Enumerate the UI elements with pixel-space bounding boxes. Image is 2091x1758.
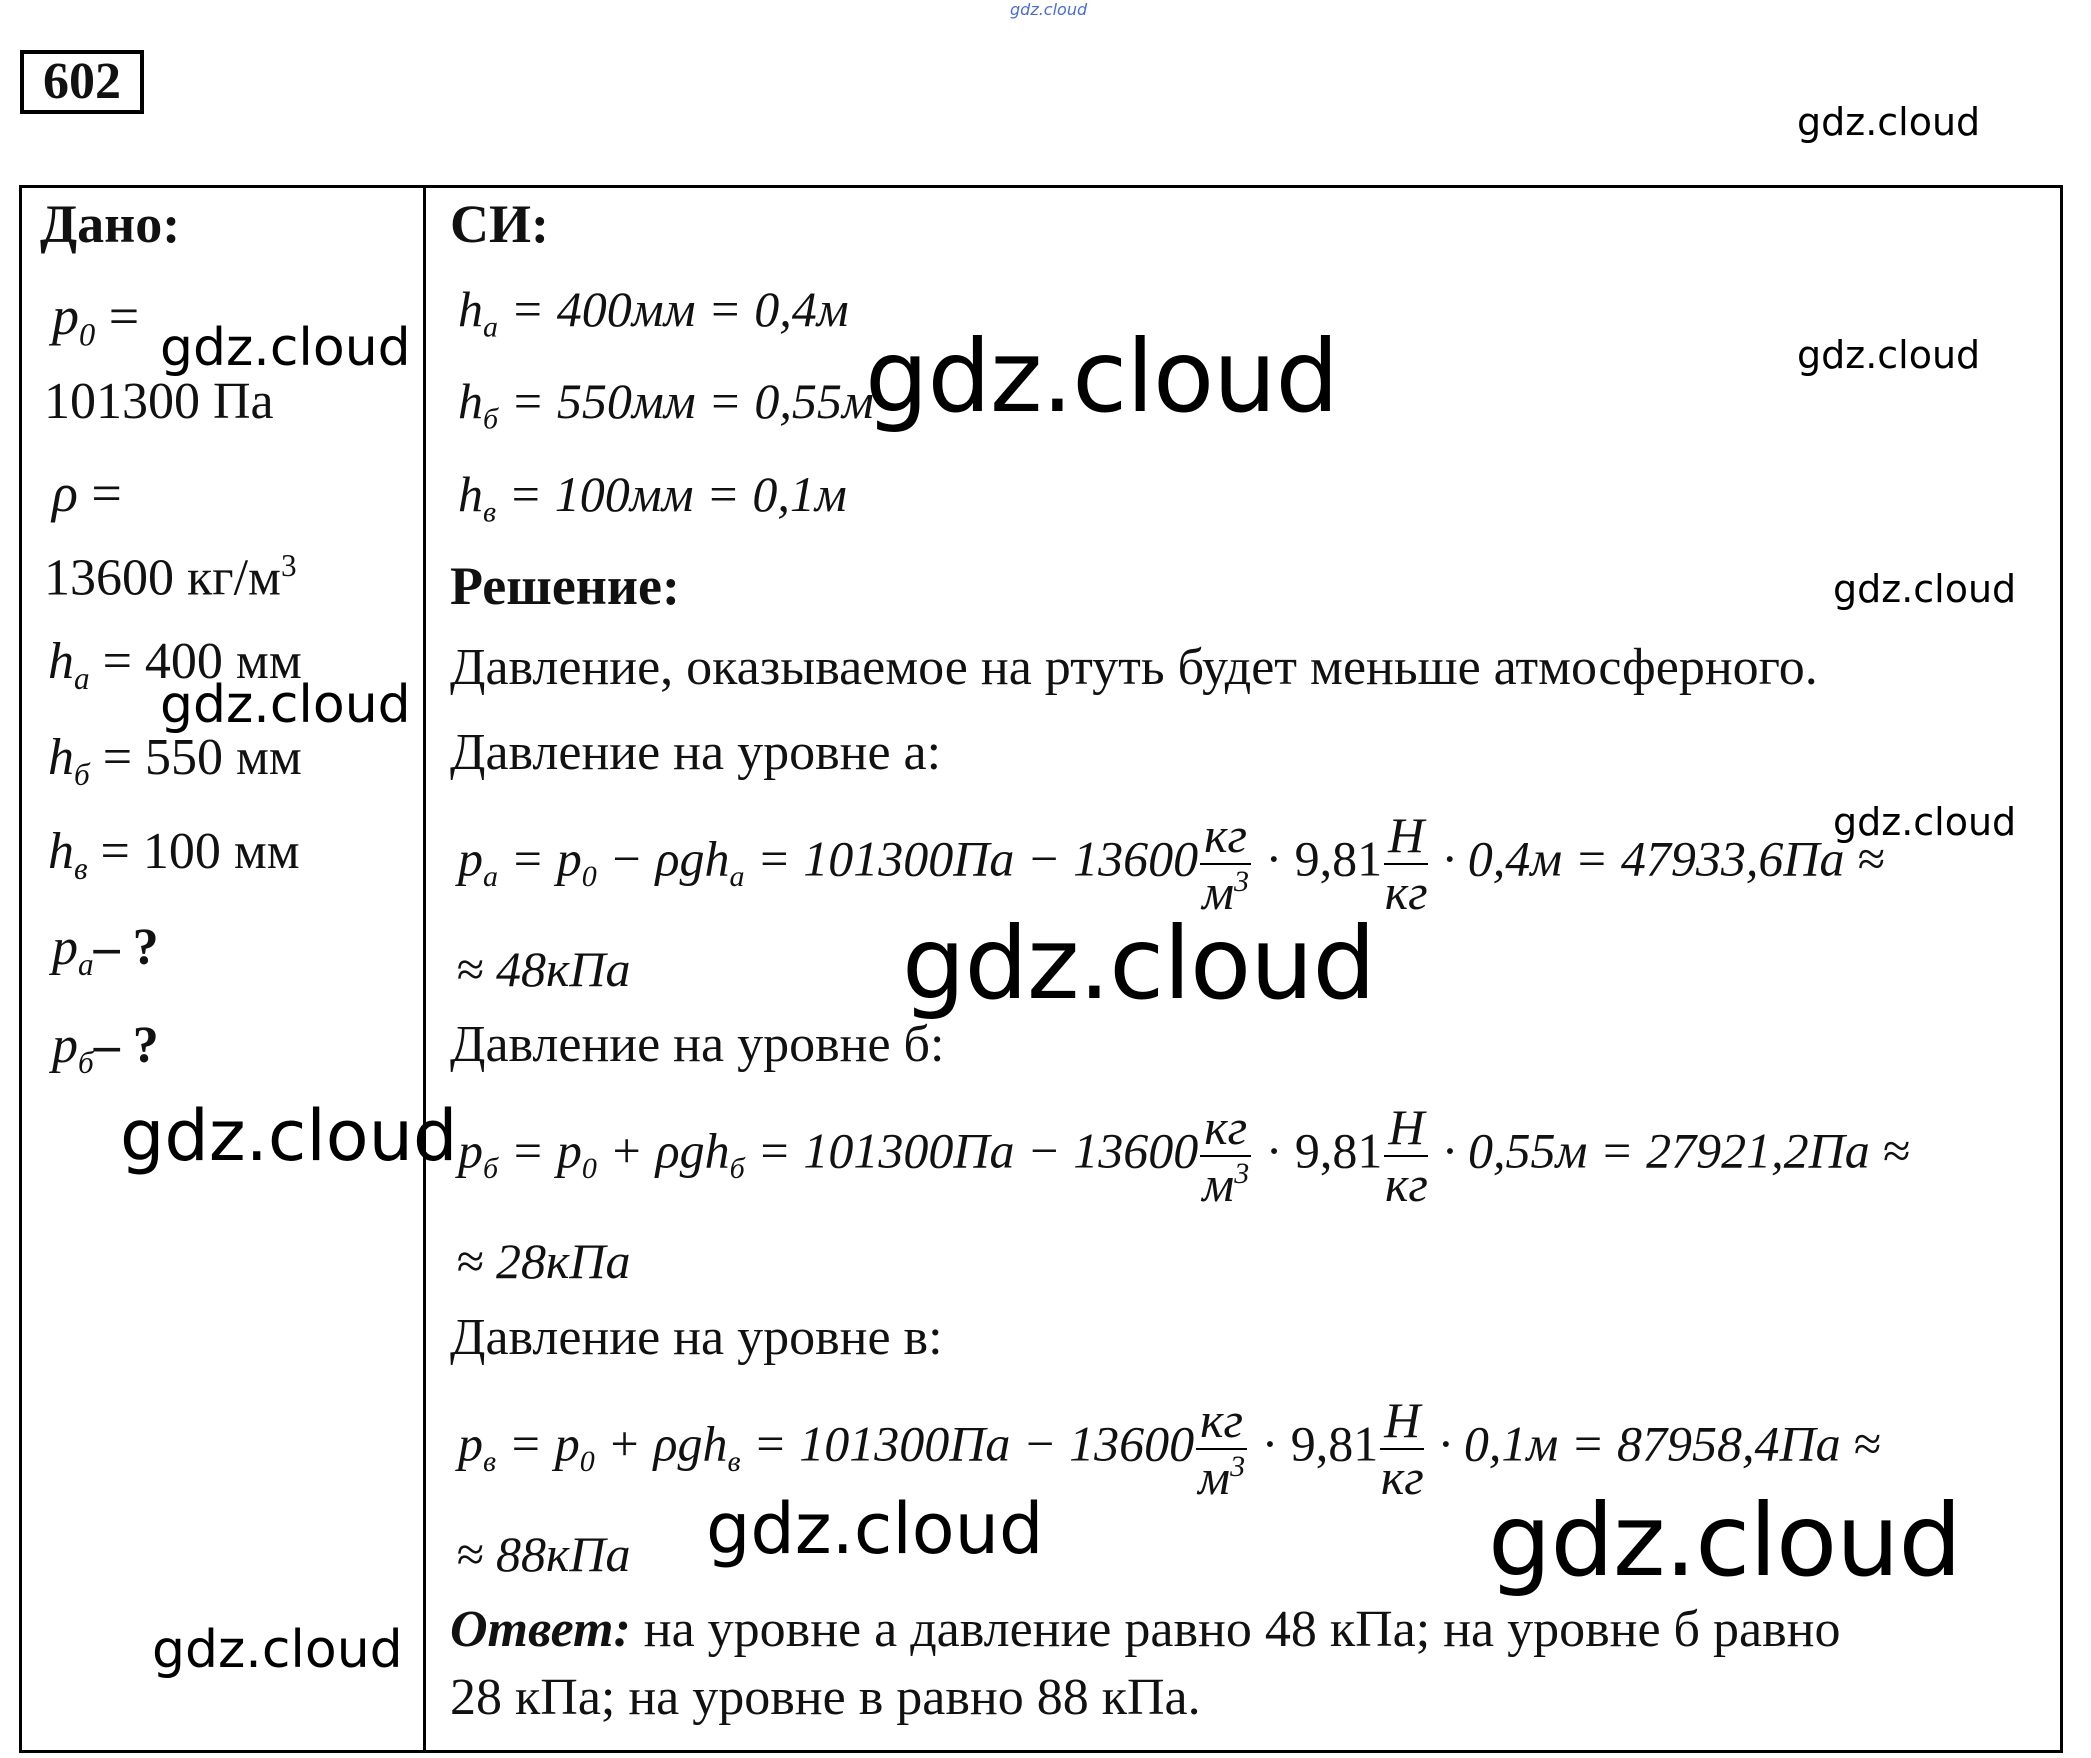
answer-line-1: Ответ: на уровне а давление равно 48 кПа; на уровне б равно: [450, 1601, 1841, 1658]
equation-b: $p_б = p_0 + \rho gh_б = 101300Па - 13600$ $\frac{кг}{м^3}$ · 9,81 $\frac{Н}{кг}$ · 0,55м = 27921,2Па ≈: [458, 1099, 1910, 1212]
watermark: gdz.cloud: [902, 905, 1376, 1022]
given-rho: ρ =: [52, 463, 122, 523]
watermark: gdz.cloud: [706, 1488, 1044, 1570]
watermark: gdz.cloud: [152, 1620, 403, 1680]
level-v-text: Давление на уровне в:: [450, 1309, 943, 1366]
solution-heading: Решение:: [450, 556, 680, 616]
result-b: ≈ 28кПа: [456, 1233, 631, 1289]
watermark: gdz.cloud: [1797, 333, 1981, 377]
answer-line-2: 28 кПа; на уровне в равно 88 кПа.: [450, 1669, 1201, 1726]
given-p0: $p_0$ =: [52, 286, 140, 354]
task-number: 602: [20, 50, 144, 114]
column-divider: [423, 185, 426, 1753]
given-hv: $h_в = 100$ мм: [48, 823, 300, 886]
given-p0-value: 101300 Па: [44, 373, 274, 430]
given-hb: $h_б = 550$ мм: [48, 729, 302, 792]
si-hv: $h_в = 100мм = 0,1м$: [458, 466, 847, 529]
equation-v: $p_в = p_0 + \rho gh_в = 101300Па - 13600$ $\frac{кг}{м^3}$ · 9,81 $\frac{Н}{кг}$ · 0,1м = 87958,4Па ≈: [458, 1392, 1881, 1505]
si-hb: $h_б = 550мм = 0,55м$: [458, 373, 874, 436]
watermark: gdz.cloud: [1833, 800, 2017, 844]
solution-intro: Давление, оказываемое на ртуть будет меньше атмосферного.: [450, 639, 1818, 696]
result-a: ≈ 48кПа: [456, 941, 631, 997]
si-ha: $h_a = 400мм = 0,4м$: [458, 281, 849, 344]
find-pa: $p_a-$ ?: [52, 919, 159, 982]
watermark: gdz.cloud: [120, 1095, 458, 1177]
watermark-top: gdz.cloud: [1010, 0, 1088, 19]
watermark: gdz.cloud: [160, 675, 411, 735]
result-v: ≈ 88кПа: [456, 1526, 631, 1582]
equation-a: $p_a = p_0 - \rho gh_a = 101300Па - 13600$ $\frac{кг}{м^3}$ · 9,81 $\frac{Н}{кг}$ · 0,4м = 47933,6Па ≈: [458, 807, 1885, 920]
level-a-text: Давление на уровне а:: [450, 724, 942, 781]
given-heading: Дано:: [40, 194, 181, 254]
watermark: gdz.cloud: [1833, 567, 2017, 611]
watermark: gdz.cloud: [160, 318, 411, 378]
given-rho-value: 13600 $кг/м^3$: [44, 548, 297, 607]
watermark: gdz.cloud: [865, 318, 1339, 435]
level-b-text: Давление на уровне б:: [450, 1016, 945, 1073]
si-heading: СИ:: [450, 194, 549, 254]
watermark: gdz.cloud: [1797, 100, 1981, 144]
find-pb: $p_б-$ ?: [52, 1017, 159, 1080]
watermark: gdz.cloud: [1488, 1482, 1962, 1599]
given-ha: $h_a = 400$ мм: [48, 633, 302, 696]
